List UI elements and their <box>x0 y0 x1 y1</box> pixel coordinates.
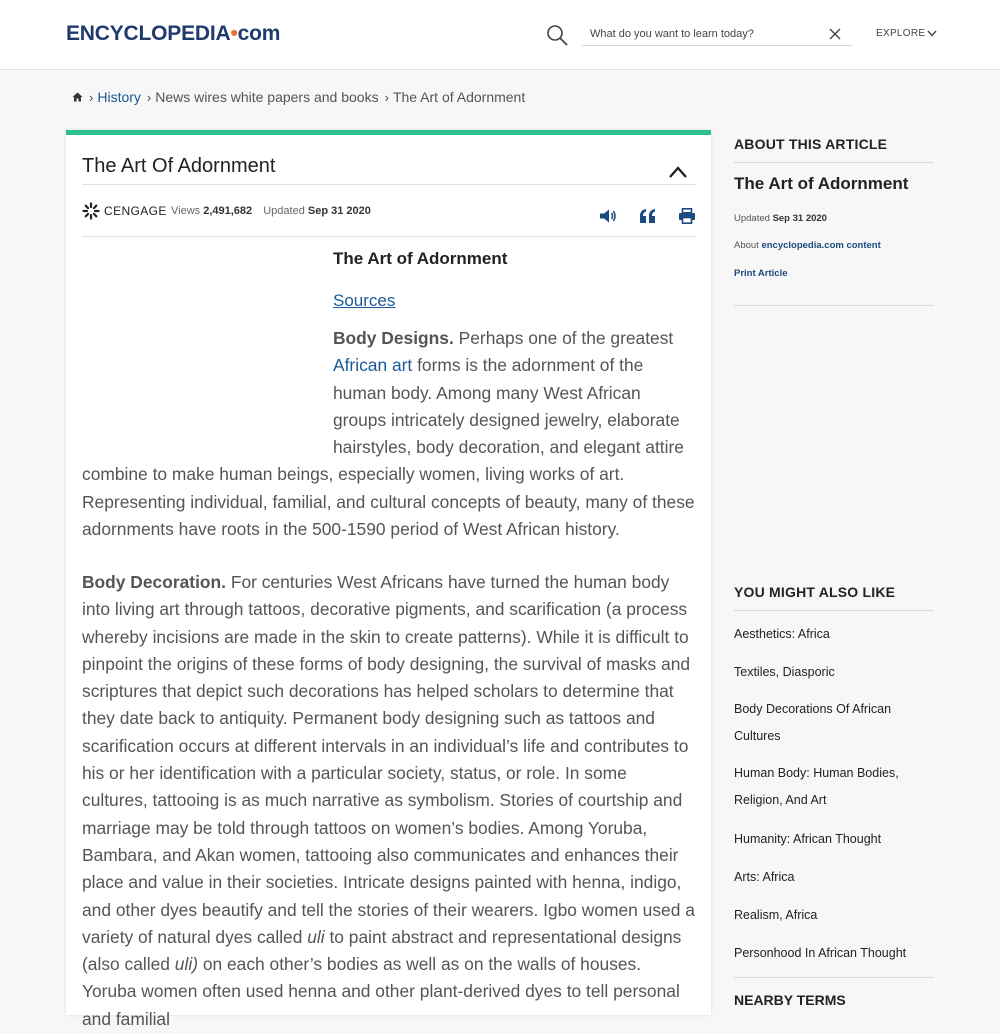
sidebar-about <box>734 240 881 251</box>
italic-term: uli) <box>174 954 198 975</box>
related-link[interactable]: Human Body: Human Bodies, Religion, And Art <box>734 766 899 807</box>
paragraph-lead: Body Decoration. <box>82 572 226 592</box>
site-logo[interactable] <box>66 22 280 46</box>
breadcrumb-item-news-wires[interactable]: News wires white papers and books <box>155 89 379 105</box>
print-article-link[interactable]: Print Article <box>734 268 788 279</box>
breadcrumb-separator: › <box>384 89 389 105</box>
related-link[interactable]: Textiles, Diasporic <box>734 665 835 679</box>
logo-text-part2: com <box>237 22 281 45</box>
breadcrumb-separator: › <box>89 89 94 105</box>
search-input[interactable] <box>582 22 852 46</box>
sidebar-updated-label: Updated <box>734 213 770 224</box>
sidebar-updated-date: Sep 31 2020 <box>772 213 827 224</box>
chevron-up-icon[interactable] <box>668 165 688 179</box>
divider <box>734 977 934 978</box>
quote-icon[interactable] <box>639 208 657 224</box>
chevron-down-icon <box>927 30 937 37</box>
float-spacer <box>82 325 333 445</box>
publisher-name: CENGAGE <box>104 204 167 218</box>
divider <box>82 236 696 237</box>
nearby-terms-heading: NEARBY TERMS <box>734 992 846 1008</box>
updated-label: Updated <box>263 205 305 217</box>
breadcrumb <box>72 89 525 105</box>
about-content-link[interactable]: encyclopedia.com content <box>761 240 881 251</box>
related-link[interactable]: Realism, Africa <box>734 908 818 922</box>
article-meta <box>171 205 371 217</box>
speaker-icon[interactable] <box>599 208 617 224</box>
paragraph-text: For centuries West Africans have turned the human body into living art through tattoos, decorative pigments, and scarification (a process whereby incisions are made in the skin to create patterns). While it is difficult to pinpoint the origins of these forms of body designing, the survival of masks and scriptures that depict such decorations has helped scholars to determine that they date back to antiquity. Permanent body designing such as tattoos and scarification occurs at different intervals in an individual’s life and contributes to his or her identification with a particular society, status, or role. In some cultures, tattooing is as much narrative as symbolism. Stories of courtship and marriage may be told through tattoos on women’s bodies. Among Yoruba, Bambara, and Akan women, tattooing also communicates and enhances their place and value in their societies. Intricate designs painted with henna, indigo, and other dyes beautify and tell the stories of their wearers. Igbo women used a variety of natural dyes called <box>82 572 695 947</box>
explore-menu-button[interactable] <box>876 28 937 39</box>
breadcrumb-item-current: The Art of Adornment <box>392 89 526 105</box>
divider <box>734 162 934 163</box>
publisher-logo <box>82 202 167 220</box>
sidebar-about-label: About <box>734 240 759 251</box>
divider <box>82 184 696 185</box>
close-icon[interactable] <box>829 28 841 40</box>
related-link[interactable]: Arts: Africa <box>734 870 795 884</box>
breadcrumb-item-history[interactable]: History <box>97 89 141 105</box>
cengage-logo-icon <box>82 202 100 220</box>
paragraph-body-decoration <box>82 569 696 1033</box>
views-count: 2,491,682 <box>203 205 253 217</box>
about-heading: ABOUT THIS ARTICLE <box>734 136 888 152</box>
related-link[interactable]: Personhood In African Thought <box>734 946 907 960</box>
paragraph-text: on each other’s bodies as well as on the walls of houses. Yoruba women often used henna and other plant-derived dyes to tell personal and familial <box>82 954 680 1029</box>
divider <box>734 610 934 611</box>
divider <box>734 305 934 306</box>
italic-term: uli <box>307 926 325 947</box>
paragraph-lead: Body Designs. <box>333 328 454 348</box>
print-icon[interactable] <box>678 208 696 224</box>
paragraph-text: forms is the adornment of the human body. Among many West African groups intricately designed jewelry, elaborate hairstyles, body decoration, and elegant attire combine to make human beings, especially women, living works of art. Representing individual, familial, and cultural concepts of beauty, many of these adornments have roots in the 500-1590 period of West African history. <box>82 355 695 540</box>
logo-text-part1: ENCYCLOPEDIA <box>66 22 231 45</box>
african-art-link[interactable]: African art <box>333 355 413 376</box>
article-title: The Art of Adornment <box>333 249 508 268</box>
also-like-heading: YOU MIGHT ALSO LIKE <box>734 584 896 600</box>
sources-link[interactable]: Sources <box>333 291 396 310</box>
home-icon[interactable] <box>72 92 83 102</box>
logo-dot: • <box>230 22 238 45</box>
article-card-title: The Art Of Adornment <box>82 155 276 177</box>
paragraph-text: Perhaps one of the greatest <box>453 328 674 348</box>
search-icon[interactable] <box>546 24 568 46</box>
views-label: Views <box>171 205 201 217</box>
updated-date: Sep 31 2020 <box>307 205 371 217</box>
paragraph-body-designs <box>82 325 696 543</box>
related-link[interactable]: Humanity: African Thought <box>734 832 882 846</box>
article-card <box>66 130 711 1029</box>
related-link[interactable]: Aesthetics: Africa <box>734 627 830 641</box>
paragraph-text: to paint abstract and representational designs (also called <box>82 926 682 975</box>
breadcrumb-separator: › <box>146 89 152 105</box>
sidebar-updated <box>734 213 827 224</box>
explore-label: EXPLORE <box>876 28 926 39</box>
related-link[interactable]: Body Decorations Of African Cultures <box>734 702 892 743</box>
top-header <box>0 0 1000 70</box>
sidebar-article-title: The Art of Adornment <box>734 174 909 193</box>
